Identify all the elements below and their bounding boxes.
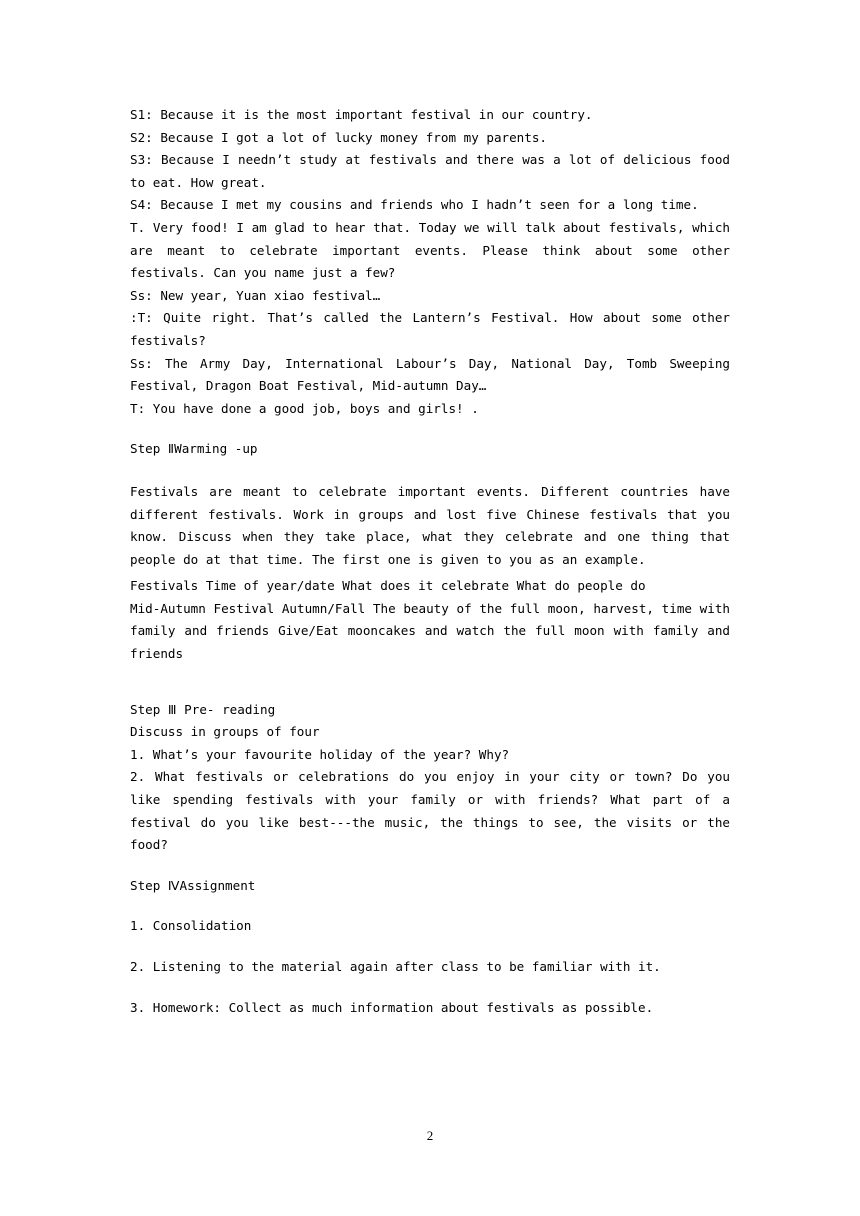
- festival-table-row: Mid-Autumn Festival Autumn/Fall The beauty of the full moon, harvest, time with family and friends Give/Eat mooncakes and watch the full moon with family and friends: [130, 600, 730, 662]
- step3-intro: Discuss in groups of four: [130, 724, 320, 740]
- dialogue-line-students-1: Ss: New year, Yuan xiao festival…: [130, 287, 381, 303]
- dialogue-line-s2: S2: Because I got a lot of lucky money from my parents.: [130, 129, 548, 145]
- assignment-item-1: 1. Consolidation: [130, 918, 252, 934]
- dialogue-line-s1: S1: Because it is the most important festival in our country.: [130, 107, 593, 122]
- dialogue-line-teacher-1: T. Very food! I am glad to hear that. Today we will talk about festivals, which are meant to celebrate important events. Please think about some other festivals. Can you name just a few?: [130, 219, 730, 281]
- assignment-item-2: 2. Listening to the material again after class to be familiar with it.: [130, 959, 661, 974]
- assignment-item-3: 3. Homework: Collect as much information about festivals as possible.: [130, 999, 654, 1015]
- step3-heading: Step Ⅲ Pre- reading: [130, 701, 276, 717]
- step3-question-1: 1. What’s your favourite holiday of the year? Why?: [130, 746, 510, 762]
- dialogue-line-teacher-3: T: You have done a good job, boys and girls! .: [130, 400, 479, 416]
- step2-paragraph: Festivals are meant to celebrate important events. Different countries have different festivals. Work in groups and lost five Chinese festivals that you know. Discuss when they take place, what they celebrate and one thing that people do at that time. The first one is given to you as an example.: [130, 483, 730, 567]
- step2-heading: Step ⅡWarming -up: [130, 441, 258, 457]
- step4-heading: Step ⅣAssignment: [130, 877, 256, 893]
- festival-table-header: Festivals Time of year/date What does it celebrate What do people do: [130, 578, 646, 594]
- dialogue-line-teacher-2: :T: Quite right. That’s called the Lantern’s Festival. How about some other festivals?: [130, 310, 730, 348]
- dialogue-line-s3: S3: Because I needn’t study at festivals and there was a lot of delicious food to eat. How great.: [130, 152, 730, 190]
- dialogue-line-students-2: Ss: The Army Day, International Labour’s Day, National Day, Tomb Sweeping Festival, Dragon Boat Festival, Mid-autumn Day…: [130, 355, 730, 394]
- dialogue-line-s4: S4: Because I met my cousins and friends who I hadn’t seen for a long time.: [130, 197, 699, 213]
- step3-question-2: 2. What festivals or celebrations do you enjoy in your city or town? Do you like spending festivals with your family or with friends? What part of a festival do you like best---the music, the things to see, the visits or the food?: [130, 769, 730, 853]
- page-number: 2: [426, 1128, 434, 1143]
- page-content: [130, 104, 730, 1019]
